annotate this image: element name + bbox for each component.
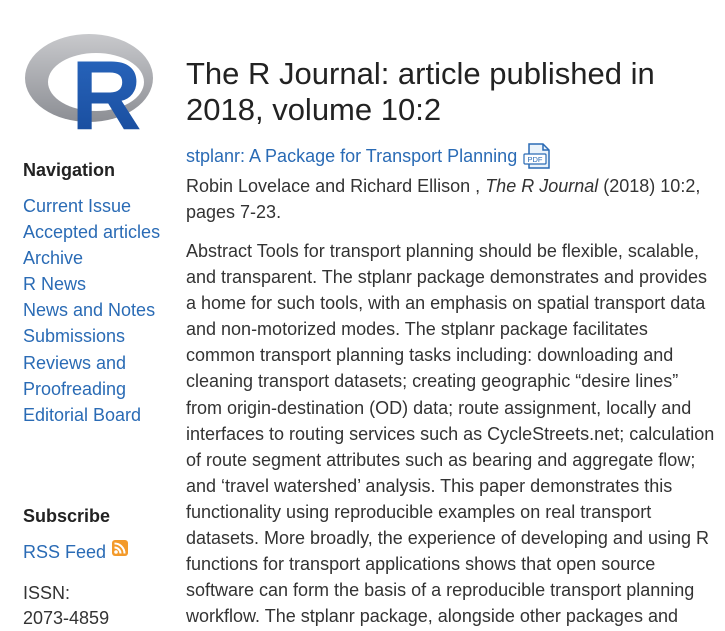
nav-editorial-board[interactable]: Editorial Board [23,404,142,425]
rss-feed-link[interactable]: RSS Feed [23,542,107,562]
navigation-heading: Navigation [23,160,116,180]
subscribe-heading: Subscribe [23,506,111,526]
pdf-icon[interactable] [523,141,555,171]
main-content [186,56,718,627]
issn-label: ISSN: [23,583,71,603]
journal-name: The R Journal [485,176,599,196]
pdf-icon-text: PDF [527,155,543,164]
nav-accepted-articles[interactable]: Accepted articles [23,222,161,243]
page-title: The R Journal: article published in 2018, volume 10:2 [186,56,655,127]
citation-details: (2018) 10:2, pages 7-23. [186,176,701,222]
rss-feed [23,541,128,563]
issn [23,581,109,631]
nav-reviews-and-proofreading[interactable]: Reviews and Proofreading [23,352,127,399]
r-letter: R [71,40,142,132]
citation [186,173,718,225]
navigation-list [23,193,163,428]
r-logo[interactable] [23,28,157,132]
article-title-link[interactable]: stplanr: A Package for Transport Planning [186,146,518,166]
nav-current-issue[interactable]: Current Issue [23,196,132,216]
nav-archive[interactable]: Archive [23,248,84,269]
issn-value: 2073-4859 [23,608,110,628]
nav-submissions[interactable]: Submissions [23,326,126,347]
authors: Robin Lovelace and Richard Ellison , [186,176,481,196]
article-title-row [186,141,555,171]
nav-r-news[interactable]: R News [23,274,87,295]
abstract: Abstract Tools for transport planning should be flexible, scalable, and transparent. The stplanr package demonstrates and provides a home for such tools, with an emphasis on spatial transport data and non-motorized modes. The stplanr package facilitates common transport planning tasks including: downloading and cleaning transport datasets; creating geographic “desire lines” from origin-destination (OD) data; route assignment, locally and interfaces to routing services such as CycleStreets.net; calculation of route segment attributes such as bearing and aggregate flow; and ‘travel watershed’ analysis. This paper demonstrates this functionality using reproducible examples on real transport datasets. More broadly, the experience of developing and using R functions for transport applications shows that open source software can form the basis of a reproducible transport planning workflow. The stplanr package, alongside other packages and [186,241,715,627]
rss-icon[interactable] [112,540,128,556]
nav-news-and-notes[interactable]: News and Notes [23,300,156,321]
